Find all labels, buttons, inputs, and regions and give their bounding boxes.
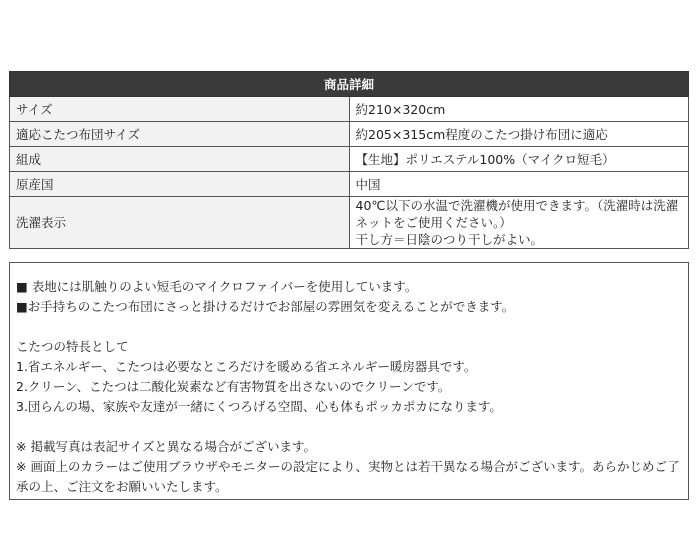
- washing-value: [349, 197, 689, 249]
- washing-label: 洗濯表示: [10, 197, 350, 249]
- note-2: ※ 画面上のカラーはご使用ブラウザやモニターの設定により、実物とは若干異なる場合がございます。あらかじめご了承の上、ご注文をお願いいたします。: [16, 459, 680, 494]
- composition-label: 組成: [10, 147, 350, 172]
- origin-value: 中国: [349, 172, 689, 197]
- features-title: こたつの特長として: [16, 339, 129, 354]
- note-1: ※ 掲載写真は表記サイズと異なる場合がございます。: [16, 439, 316, 454]
- bullet-1: ■ 表地には肌触りのよい短毛のマイクロファイバーを使用しています。: [16, 279, 418, 294]
- composition-value: 【生地】ポリエステル100%（マイクロ短毛）: [349, 147, 689, 172]
- table-header: 商品詳細: [10, 72, 689, 97]
- table-row: [10, 197, 689, 249]
- washing-line-2: 干し方＝日陰のつり干しがよい。: [355, 232, 544, 247]
- description-box: [9, 262, 689, 500]
- table-row: [10, 97, 689, 122]
- futon-size-label: 適応こたつ布団サイズ: [10, 122, 350, 147]
- bullet-2: ■お手持ちのこたつ布団にさっと掛けるだけでお部屋の雰囲気を変えることができます。: [16, 299, 515, 314]
- table-row: [10, 172, 689, 197]
- feature-3: 3.団らんの場、家族や友達が一緒にくつろげる空間、心も体もポッカポカになります。: [16, 399, 502, 414]
- size-label: サイズ: [10, 97, 350, 122]
- futon-size-value: 約205×315cm程度のこたつ掛け布団に適応: [349, 122, 689, 147]
- spacer: [16, 317, 682, 337]
- washing-line-1: 40℃以下の水温で洗濯機が使用できます。（洗濯時は洗濯ネットをご使用ください。）: [355, 198, 679, 230]
- origin-label: 原産国: [10, 172, 350, 197]
- spacer: [16, 417, 682, 437]
- feature-2: 2.クリーン、こたつは二酸化炭素など有害物質を出さないのでクリーンです。: [16, 379, 451, 394]
- product-details-table: [9, 71, 689, 249]
- table-row: [10, 147, 689, 172]
- table-row: [10, 122, 689, 147]
- feature-1: 1.省エネルギー、こたつは必要なところだけを暖める省エネルギー暖房器具です。: [16, 359, 477, 374]
- size-value: 約210×320cm: [349, 97, 689, 122]
